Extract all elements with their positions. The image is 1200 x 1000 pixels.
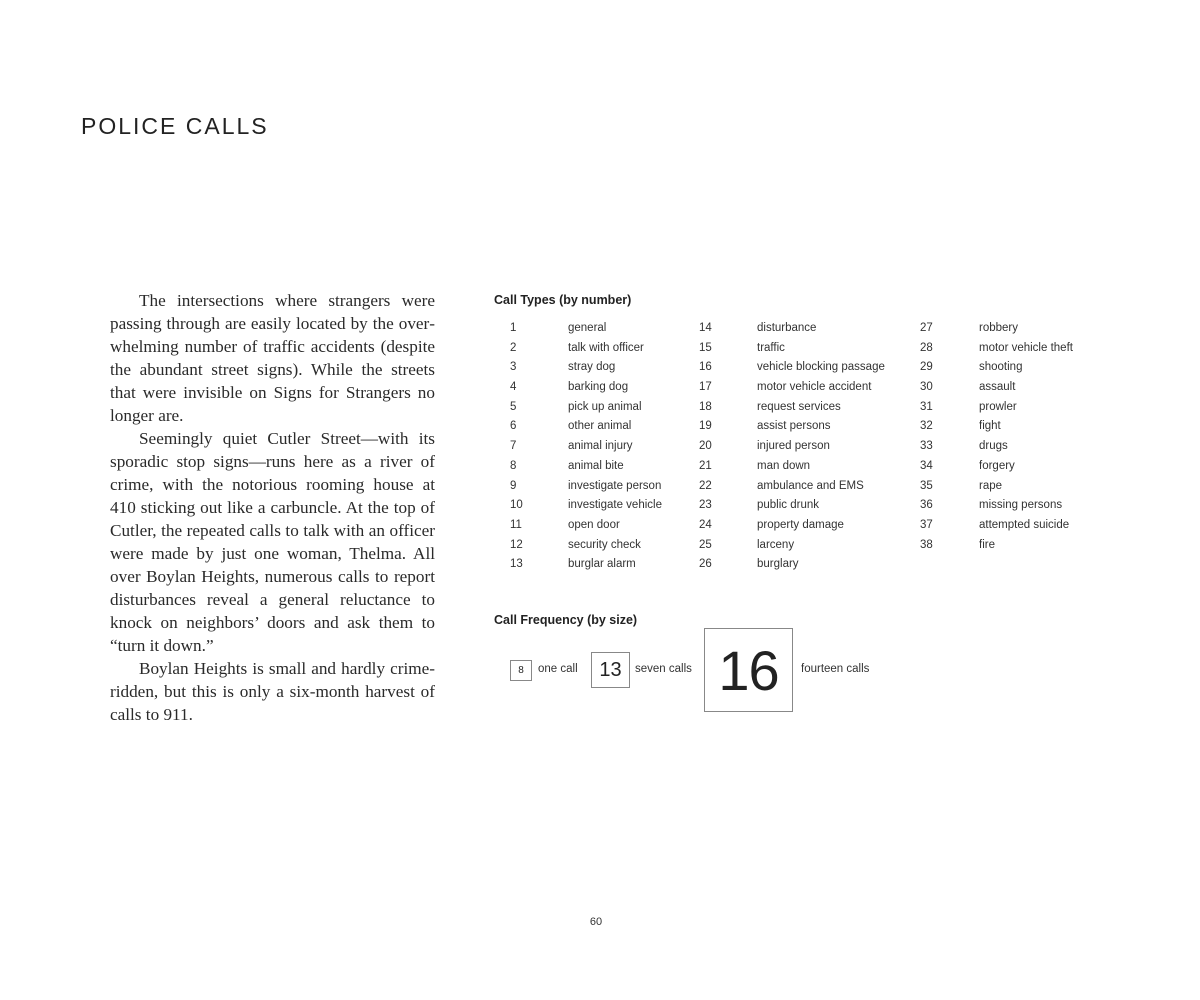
call-type-number: 15 [699,341,712,354]
call-type-number: 17 [699,381,712,394]
call-type-label: talk with officer [568,341,644,354]
call-type-label: stray dog [568,361,616,374]
call-type-label: forgery [979,459,1015,472]
frequency-sample-seven-calls: 13 [591,652,630,688]
call-type-number: 13 [510,558,523,571]
call-type-number: 20 [699,440,712,453]
call-type-label: security check [568,538,641,551]
call-frequency-heading: Call Frequency (by size) [494,613,638,627]
call-type-label: investigate person [568,479,662,492]
call-type-number: 31 [920,400,933,413]
call-type-number: 2 [510,341,517,354]
call-type-label: motor vehicle accident [757,381,872,394]
call-type-label: investigate vehicle [568,499,662,512]
call-type-number: 10 [510,499,523,512]
page-title: POLICE CALLS [81,113,269,139]
call-type-label: fight [979,420,1001,433]
call-type-number: 28 [920,341,933,354]
call-type-label: burglar alarm [568,558,636,571]
call-type-number: 12 [510,538,523,551]
call-type-number: 11 [510,518,522,531]
call-type-number: 23 [699,499,712,512]
call-type-number: 27 [920,322,933,334]
call-type-label: robbery [979,322,1018,334]
call-type-label: rape [979,479,1003,492]
page-number: 60 [589,916,603,928]
call-type-label: barking dog [568,381,629,394]
call-type-label: motor vehicle theft [979,341,1073,354]
call-type-label: animal injury [568,440,633,453]
call-type-label: burglary [757,558,799,571]
call-type-number: 4 [510,381,517,394]
call-type-label: traffic [757,341,785,354]
call-type-number: 25 [699,538,712,551]
call-type-number: 6 [510,420,517,433]
call-type-number: 24 [699,518,712,531]
body-text [110,289,435,726]
call-type-label: public drunk [757,499,820,512]
call-type-number: 34 [920,459,933,472]
call-type-number: 8 [510,459,517,472]
call-type-label: shooting [979,361,1023,374]
call-type-number: 3 [510,361,517,374]
frequency-label: one call [538,663,578,675]
call-type-label: pick up animal [568,400,642,413]
call-type-label: assault [979,381,1016,394]
call-type-label: drugs [979,440,1008,453]
call-type-number: 21 [699,459,712,472]
call-type-label: request services [757,400,841,413]
call-type-number: 38 [920,538,933,551]
call-type-number: 5 [510,400,517,413]
call-type-label: injured person [757,440,830,453]
call-type-label: fire [979,538,995,551]
call-type-number: 7 [510,440,517,453]
call-type-label: prowler [979,400,1017,413]
body-paragraph: Boylan Heights is small and hardly crime-ridden, but this is only a six-month harvest of calls to 911. [110,659,435,724]
call-type-label: animal bite [568,459,624,472]
call-type-label: vehicle blocking passage [757,361,885,374]
frequency-label: fourteen calls [801,663,870,675]
call-type-number: 26 [699,558,712,571]
call-types-heading: Call Types (by number) [494,293,632,307]
call-type-label: property damage [757,518,844,531]
call-type-label: larceny [757,538,795,551]
frequency-label: seven calls [635,663,692,675]
call-type-label: open door [568,518,620,531]
call-type-number: 30 [920,381,933,394]
call-type-label: missing persons [979,499,1063,512]
call-type-number: 16 [699,361,712,374]
call-type-label: disturbance [757,322,817,334]
call-type-label: attempted suicide [979,518,1070,531]
call-type-label: man down [757,459,811,472]
call-type-label: general [568,322,607,334]
call-type-label: assist persons [757,420,831,433]
frequency-sample-fourteen-calls: 16 [704,628,793,712]
call-type-number: 33 [920,440,933,453]
frequency-sample-one-call: 8 [510,660,532,681]
call-type-number: 37 [920,518,933,531]
call-type-number: 18 [699,400,712,413]
call-type-number: 36 [920,499,933,512]
call-type-number: 14 [699,322,712,334]
call-type-label: ambulance and EMS [757,479,864,492]
call-type-number: 1 [510,322,517,334]
call-type-label: other animal [568,420,632,433]
call-type-number: 9 [510,479,517,492]
call-type-number: 19 [699,420,712,433]
body-paragraph: Seemingly quiet Cutler Street—with its sporadic stop signs—runs here as a river of crime, with the notorious rooming house at 410 sticking out like a carbuncle. At the top of Cutler, the repeated calls to talk with an officer were made by just one woman, Thelma. All over Boylan Heights, numerous calls to report disturbances reveal a general reluctance to knock on neighbors’ doors and ask them to “turn it down.” [110,429,435,655]
call-type-number: 32 [920,420,933,433]
call-type-number: 35 [920,479,933,492]
body-paragraph: The intersections where strangers were passing through are easily located by the overwhelming number of traffic accidents (despite the abundant street signs). While the streets that were invisible on Signs for Strangers no longer are. [110,291,435,425]
call-type-number: 29 [920,361,933,374]
call-type-number: 22 [699,479,712,492]
